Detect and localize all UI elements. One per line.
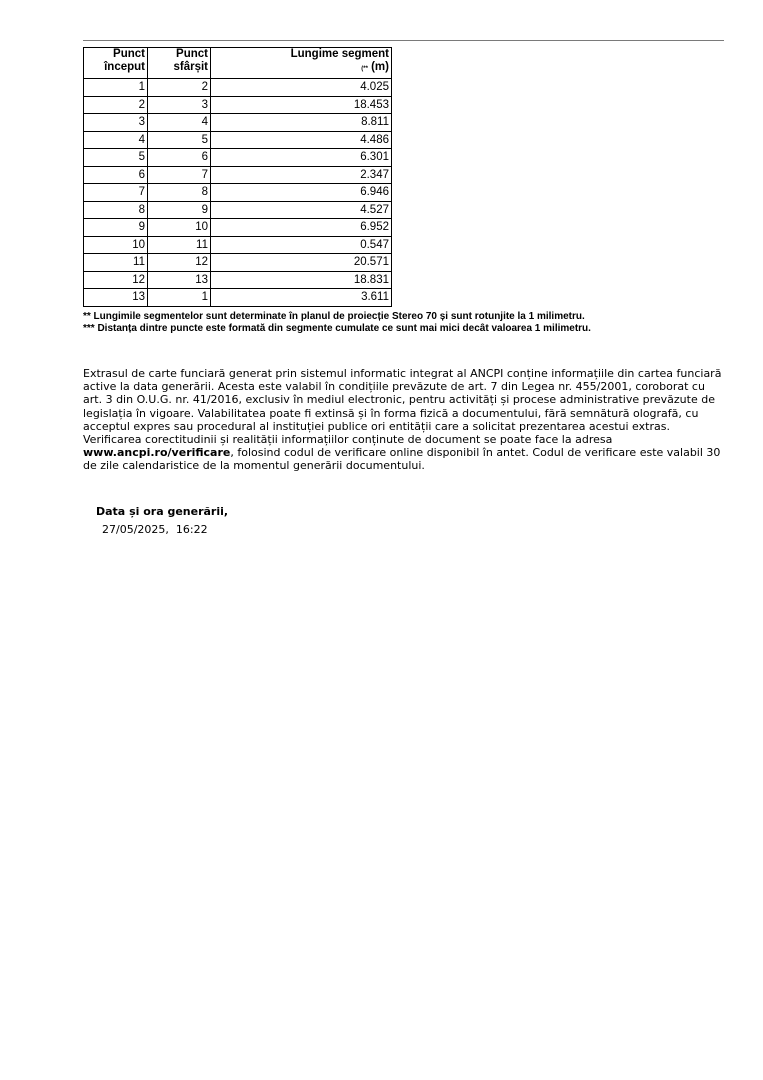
table-row [84, 271, 392, 289]
cell-start-point: 7 [84, 184, 148, 202]
cell-start-point: 2 [84, 96, 148, 114]
header-end-point: Punct sfârșit [148, 48, 211, 79]
table-row [84, 96, 392, 114]
table-row [84, 289, 392, 307]
cell-segment-length: 4.025 [211, 79, 392, 97]
header-segment-length: Lungime segment (** (m) [211, 48, 392, 79]
cell-start-point: 3 [84, 114, 148, 132]
verification-link[interactable]: www.ancpi.ro/verificare [83, 446, 231, 460]
cell-start-point: 1 [84, 79, 148, 97]
legal-paragraph [83, 367, 723, 473]
table-footnotes [83, 311, 591, 335]
cell-end-point: 11 [148, 236, 211, 254]
cell-end-point: 9 [148, 201, 211, 219]
cell-end-point: 4 [148, 114, 211, 132]
table-row [84, 114, 392, 132]
table-row [84, 79, 392, 97]
table-row [84, 149, 392, 167]
cell-end-point: 7 [148, 166, 211, 184]
top-divider [83, 40, 724, 41]
cell-end-point: 13 [148, 271, 211, 289]
cell-segment-length: 4.486 [211, 131, 392, 149]
cell-end-point: 1 [148, 289, 211, 307]
cell-start-point: 8 [84, 201, 148, 219]
cell-end-point: 2 [148, 79, 211, 97]
table-row [84, 131, 392, 149]
validity-text: Extrasul de carte funciară generat prin sistemul informatic integrat al ANCPI conține informațiile din cartea funciară active la data generării. Acesta este valabil în condițiile prevăzute de art. 7 din Legea nr. 455/2001, coroborat cu art. 3 din O.U.G. nr. 41/2016, exclusiv în mediul electronic, pentru activități și procese administrative prevăzute de legislația în vigoare. Valabilitatea poate fi extinsă și în forma fizică a documentului, fără semnătură olografă, cu acceptul expres sau procedural al instituției publice ori entității care a solicitat prezentarea acestui extras. [83, 367, 722, 433]
cell-start-point: 4 [84, 131, 148, 149]
cell-segment-length: 6.952 [211, 219, 392, 237]
cell-segment-length: 18.453 [211, 96, 392, 114]
segment-length-table [83, 47, 392, 307]
verification-text: Verificarea corectitudinii și realității informațiilor conținute de document se poate face la adresa [83, 433, 613, 447]
generation-datetime: 27/05/2025, 16:22 [102, 523, 208, 536]
cell-segment-length: 18.831 [211, 271, 392, 289]
table-row [84, 254, 392, 272]
cell-start-point: 10 [84, 236, 148, 254]
table-row [84, 236, 392, 254]
cell-segment-length: 6.946 [211, 184, 392, 202]
table-row [84, 184, 392, 202]
cell-start-point: 13 [84, 289, 148, 307]
cell-end-point: 10 [148, 219, 211, 237]
cell-start-point: 9 [84, 219, 148, 237]
cell-end-point: 6 [148, 149, 211, 167]
header-start-point: Punct început [84, 48, 148, 79]
footnote-cumulated: *** Distanța dintre puncte este formată din segmente cumulate ce sunt mai mici decât valoarea 1 milimetru. [83, 323, 591, 334]
cell-segment-length: 0.547 [211, 236, 392, 254]
cell-segment-length: 3.611 [211, 289, 392, 307]
cell-segment-length: 8.811 [211, 114, 392, 132]
table-row [84, 166, 392, 184]
cell-start-point: 12 [84, 271, 148, 289]
table-header-row [84, 48, 392, 79]
cell-end-point: 5 [148, 131, 211, 149]
cell-end-point: 8 [148, 184, 211, 202]
cell-start-point: 6 [84, 166, 148, 184]
cell-end-point: 3 [148, 96, 211, 114]
cell-segment-length: 20.571 [211, 254, 392, 272]
verification-text-tail: , folosind codul de verificare online disponibil în antet. Codul de verificare este valabil 30 de zile calendaristice de la momentul generării documentului. [83, 446, 721, 473]
cell-segment-length: 6.301 [211, 149, 392, 167]
cell-end-point: 12 [148, 254, 211, 272]
cell-start-point: 11 [84, 254, 148, 272]
generation-label: Data și ora generării, [96, 505, 229, 518]
cell-start-point: 5 [84, 149, 148, 167]
cell-segment-length: 4.527 [211, 201, 392, 219]
cell-segment-length: 2.347 [211, 166, 392, 184]
table-row [84, 219, 392, 237]
footnote-rounding: ** Lungimile segmentelor sunt determinate în planul de proiecție Stereo 70 și sunt rotunjite la 1 milimetru. [83, 311, 585, 322]
table-row [84, 201, 392, 219]
